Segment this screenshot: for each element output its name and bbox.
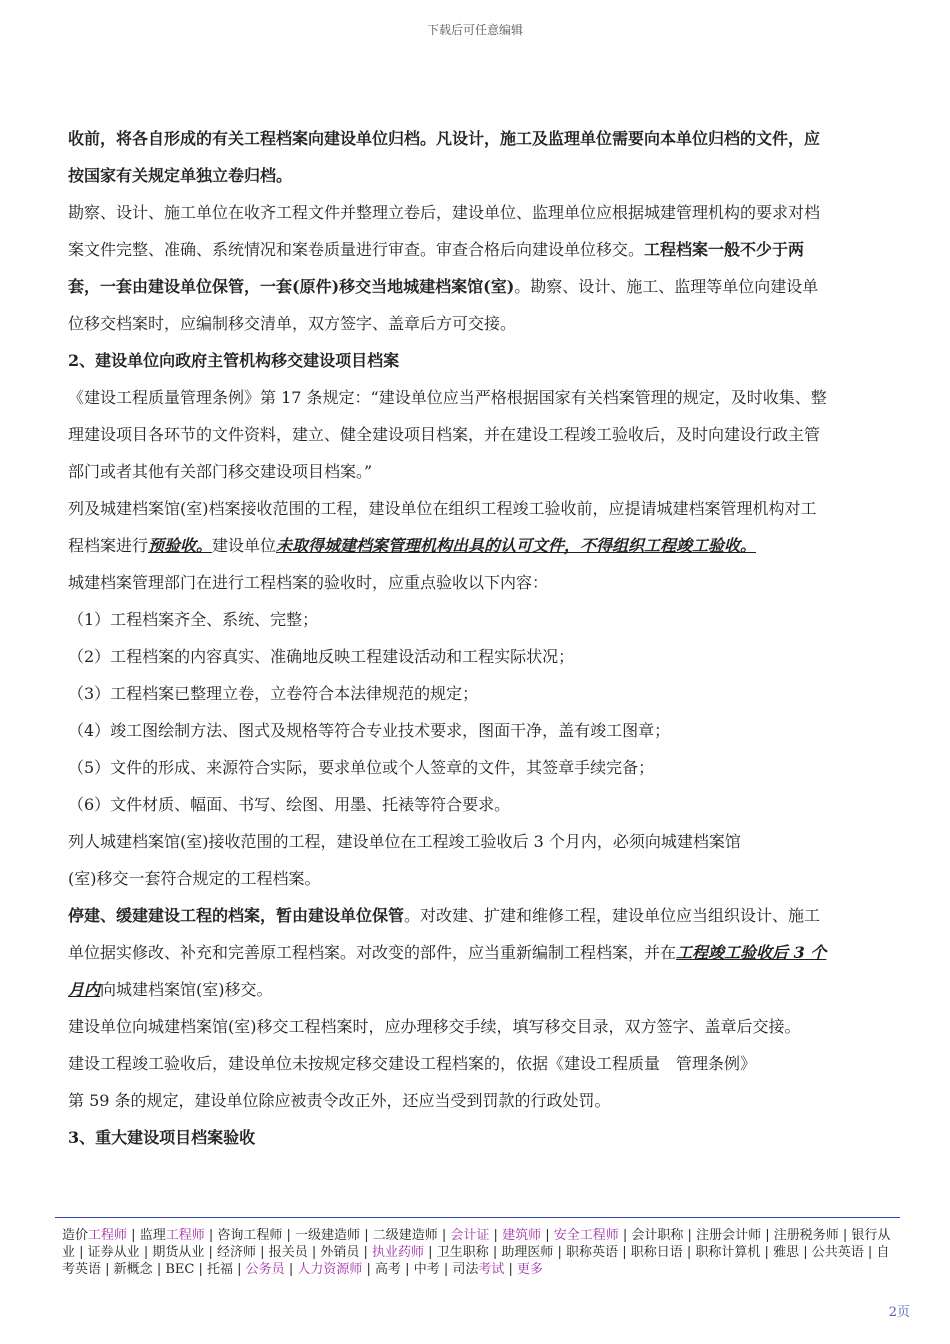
footer-link[interactable] — [452, 1262, 504, 1277]
section-heading-3: 3、重大建设项目档案验收 — [68, 1128, 256, 1147]
footer-link[interactable] — [372, 1245, 424, 1260]
paragraph-suspended-projects — [68, 897, 828, 1008]
footer-separator: | — [838, 1228, 852, 1243]
list-item: （6）文件材质、幅面、书写、绘图、用墨、托裱等符合要求。 — [68, 795, 511, 814]
footer-link[interactable] — [217, 1228, 282, 1243]
footer-link[interactable] — [320, 1245, 359, 1260]
footer-separator: | — [401, 1262, 414, 1277]
list-item: （2）工程档案的内容真实、准确地反映工程建设活动和工程实际状况； — [68, 647, 575, 666]
footer-link[interactable] — [696, 1228, 761, 1243]
footer-link-text: 雅思 — [773, 1245, 800, 1260]
paragraph-three-months-line2: (室)移交一套符合规定的工程档案。 — [68, 869, 321, 888]
pre-acceptance-text-mid: 建设单位 — [212, 536, 277, 555]
footer-link[interactable] — [152, 1245, 204, 1260]
footer-link[interactable] — [631, 1245, 683, 1260]
footer-link-text: 证券从业 — [87, 1245, 140, 1260]
paragraph-pre-acceptance — [68, 490, 828, 564]
footer-link-text: 公共英语 — [811, 1245, 864, 1260]
footer-link-text: 职称日语 — [630, 1245, 683, 1260]
footer-separator: | — [101, 1262, 114, 1277]
paragraph-penalty-line2: 第 59 条的规定，建设单位除应被责令改正外，还应当受到罚款的行政处罚。 — [68, 1091, 611, 1110]
footer-separator: | — [760, 1245, 774, 1260]
footer-separator: | — [618, 1228, 632, 1243]
document-body — [68, 120, 828, 1156]
footer-separator: | — [360, 1228, 373, 1243]
footer-separator: | — [233, 1262, 246, 1277]
footer-link[interactable] — [114, 1262, 153, 1277]
footer-link-text: 注册会计师 — [696, 1228, 762, 1243]
suspended-deadline: 工程竣工验收后 3 个月内 — [68, 943, 827, 999]
footer-separator: | — [541, 1228, 554, 1243]
footer-link-text: 高考 — [375, 1262, 402, 1277]
footer-link-text: 外销员 — [320, 1245, 360, 1260]
footer-link-text: 司法 — [452, 1262, 479, 1277]
footer-separator: | — [863, 1245, 877, 1260]
footer-separator: | — [437, 1228, 451, 1243]
pre-acceptance-warning: 未取得城建档案管理机构出具的认可文件，不得组织工程竣工验收。 — [276, 536, 757, 555]
footer-separator: | — [194, 1262, 207, 1277]
footer-link-highlight: 公务员 — [245, 1262, 285, 1277]
footer-separator: | — [683, 1228, 697, 1243]
footer-separator: | — [618, 1245, 631, 1260]
paragraph-regulation-17: 《建设工程质量管理条例》第 17 条规定：“建设单位应当严格根据国家有关档案管理的规定，及时收集、整理建设项目各环节的文件资料，建立、健全建设项目档案，并在建设工程竣工验收后，及时向建设行政主管部门或者其他有关部门移交建设项目档案。” — [68, 388, 827, 481]
footer-link[interactable] — [566, 1245, 618, 1260]
footer-link-text: 报关员 — [268, 1245, 308, 1260]
paragraph-handover — [68, 194, 828, 342]
footer-separator: | — [424, 1245, 437, 1260]
footer-link-text: 卫生职称 — [436, 1245, 489, 1260]
handover-text-end: 。勘察、设计、施工、监理等单位向建设单位移交档案时，应编制移交清单，双方签字、盖章后方可交接。 — [68, 277, 819, 333]
footer-divider — [55, 1217, 900, 1218]
footer-separator: | — [362, 1262, 376, 1277]
footer-link-text: 注册税务师 — [773, 1228, 839, 1243]
footer-link-highlight: 建筑师 — [502, 1228, 542, 1243]
footer-separator: | — [553, 1245, 567, 1260]
footer-separator: | — [488, 1245, 502, 1260]
footer-link[interactable] — [437, 1245, 489, 1260]
footer-link[interactable] — [631, 1228, 683, 1243]
footer-link-highlight: 安全工程师 — [553, 1228, 619, 1243]
footer-separator: | — [204, 1228, 218, 1243]
footer-link-text: 自考英语 — [62, 1245, 890, 1277]
footer-link-text: 助理医师 — [501, 1245, 554, 1260]
footer-separator: | — [284, 1262, 298, 1277]
footer-separator: | — [799, 1245, 812, 1260]
footer-separator: | — [204, 1245, 218, 1260]
footer-links — [62, 1227, 894, 1278]
footer-link[interactable] — [450, 1228, 489, 1243]
header-note: 下载后可任意编辑 — [426, 23, 523, 37]
footer-separator: | — [682, 1245, 696, 1260]
footer-link-text: 一级建造师 — [295, 1228, 361, 1243]
footer-link[interactable] — [217, 1245, 256, 1260]
footer-link[interactable] — [773, 1245, 799, 1260]
suspended-text-end: 向城建档案馆(室)移交。 — [100, 980, 273, 999]
footer-separator: | — [75, 1245, 88, 1260]
pre-acceptance-text: 列及城建档案馆(室)档案接收范围的工程，建设单位在组织工程竣工验收前，应提请城建档案管理机构对工程档案进行 — [68, 499, 817, 555]
footer-link-text: 托福 — [207, 1262, 234, 1277]
paragraph-penalty-line1: 建设工程竣工验收后，建设单位未按规定移交建设工程档案的，依据《建设工程质量 管理条例》 — [68, 1054, 757, 1073]
footer-link-text: 经济师 — [217, 1245, 257, 1260]
footer-link[interactable] — [62, 1228, 127, 1243]
footer-separator: | — [359, 1245, 373, 1260]
footer-link[interactable] — [140, 1228, 205, 1243]
footer-link[interactable] — [554, 1228, 619, 1243]
paragraph-three-months-line1: 列人城建档案馆(室)接收范围的工程，建设单位在工程竣工验收后 3 个月内，必须向城建档案馆 — [68, 832, 741, 851]
footer-link[interactable] — [165, 1262, 194, 1277]
footer-link-text: 会计职称 — [631, 1228, 684, 1243]
footer-link-highlight: 执业药师 — [372, 1245, 425, 1260]
footer-link-highlight: 考试 — [478, 1262, 505, 1277]
footer-link-highlight: 更多 — [517, 1262, 544, 1277]
suspended-text: 。对改建、扩建和维修工程，建设单位应当组织设计、施工单位据实修改、补充和完善原工程档案。对改变的部件，应当重新编制工程档案，并在 — [68, 906, 821, 962]
footer-link[interactable] — [373, 1228, 438, 1243]
paragraph-handover-procedure: 建设单位向城建档案馆(室)移交工程档案时，应办理移交手续，填写移交目录，双方签字、盖章后交接。 — [68, 1017, 801, 1036]
footer-link-text: 二级建造师 — [372, 1228, 438, 1243]
footer-separator: | — [761, 1228, 774, 1243]
footer-link-text: 新概念 — [113, 1262, 153, 1277]
footer-separator: | — [256, 1245, 269, 1260]
footer-link[interactable] — [295, 1228, 360, 1243]
footer-separator: | — [307, 1245, 321, 1260]
footer-separator: | — [439, 1262, 453, 1277]
paragraph-archiving-intro: 收前，将各自形成的有关工程档案向建设单位归档。凡设计，施工及监理单位需要向本单位归档的文件，应按国家有关规定单独立卷归档。 — [68, 129, 821, 185]
footer-separator: | — [504, 1262, 518, 1277]
footer-link[interactable] — [207, 1262, 233, 1277]
footer-link-text: 职称英语 — [566, 1245, 619, 1260]
pre-acceptance-emphasis: 预验收。 — [148, 536, 213, 555]
footer-separator: | — [282, 1228, 296, 1243]
footer-separator: | — [489, 1228, 503, 1243]
paragraph-acceptance-items-intro: 城建档案管理部门在进行工程档案的验收时，应重点验收以下内容： — [68, 573, 549, 592]
section-heading-2: 2、建设单位向政府主管机构移交建设项目档案 — [68, 351, 400, 370]
footer-link[interactable] — [414, 1262, 440, 1277]
footer-link-highlight: 工程师 — [165, 1228, 205, 1243]
footer-link[interactable] — [502, 1228, 541, 1243]
footer-link[interactable] — [375, 1262, 401, 1277]
suspended-emphasis: 停建、缓建建设工程的档案，暂由建设单位保管 — [68, 906, 405, 925]
footer-link-text: 职称计算机 — [695, 1245, 761, 1260]
list-item: （4）竣工图绘制方法、图式及规格等符合专业技术要求，图面干净，盖有竣工图章； — [68, 721, 671, 740]
page-number: 2页 — [888, 1305, 910, 1320]
footer-link-highlight: 工程师 — [88, 1228, 128, 1243]
footer-separator: | — [139, 1245, 153, 1260]
footer-link[interactable] — [774, 1228, 839, 1243]
list-item: （5）文件的形成、来源符合实际，要求单位或个人签章的文件，其签章手续完备； — [68, 758, 655, 777]
footer-link-text: BEC — [165, 1262, 195, 1277]
handover-text: 勘察、设计、施工单位在收齐工程文件并整理立卷后，建设单位、监理单位应根据城建管理机构的要求对档案文件完整、准确、系统情况和案卷质量进行审查。审查合格后向建设单位移交。 — [68, 203, 821, 259]
footer-link[interactable] — [812, 1245, 864, 1260]
list-item: （3）工程档案已整理立卷，立卷符合本法律规范的规定； — [68, 684, 479, 703]
footer-link[interactable] — [88, 1245, 140, 1260]
footer-link[interactable] — [269, 1245, 308, 1260]
footer-link-text: 监理 — [139, 1228, 166, 1243]
footer-link-text: 造价 — [62, 1228, 89, 1243]
footer-link-text: 银行从业 — [62, 1228, 891, 1260]
footer-link[interactable] — [517, 1262, 543, 1277]
footer-link-highlight: 会计证 — [450, 1228, 490, 1243]
handover-emphasis: 工程档案一般不少于两套，一套由建设单位保管，一套(原件)移交当地城建档案馆(室) — [68, 240, 805, 296]
footer-separator: | — [127, 1228, 140, 1243]
footer-link[interactable] — [297, 1262, 362, 1277]
footer-separator: | — [152, 1262, 166, 1277]
footer-link-text: 中考 — [413, 1262, 440, 1277]
footer-link[interactable] — [695, 1245, 760, 1260]
footer-link[interactable] — [246, 1262, 285, 1277]
list-item: （1）工程档案齐全、系统、完整； — [68, 610, 319, 629]
footer-link-highlight: 人力资源师 — [297, 1262, 363, 1277]
footer-link-text: 期货从业 — [152, 1245, 205, 1260]
footer-link[interactable] — [501, 1245, 553, 1260]
footer-link-text: 咨询工程师 — [217, 1228, 283, 1243]
